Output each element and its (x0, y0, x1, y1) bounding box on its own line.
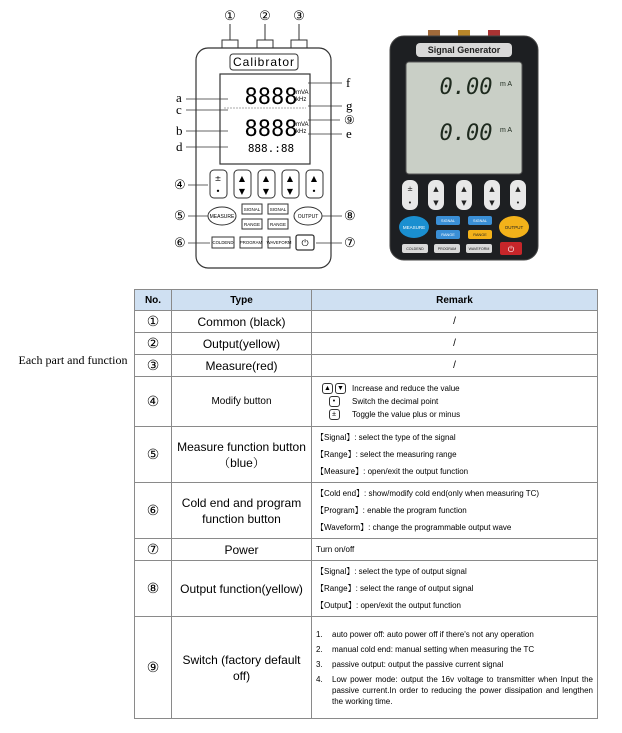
plus-minus-icon: ± (329, 409, 340, 420)
lcd-unit-bottom2: kHz (296, 129, 307, 135)
row-type: Output function(yellow) (172, 561, 312, 617)
svg-text:▲: ▲ (461, 185, 467, 193)
row-remark: Turn on/off (312, 539, 598, 561)
row-type: Output(yellow) (172, 333, 312, 355)
svg-text:SIGNAL: SIGNAL (269, 207, 287, 212)
power-icon: ⏻ (301, 239, 309, 249)
device-brand: Calibrator (232, 55, 296, 69)
svg-text:SIGNAL: SIGNAL (441, 219, 455, 223)
svg-text:▼: ▼ (461, 199, 467, 207)
svg-text:▼: ▼ (262, 187, 270, 196)
row-no: ① (135, 311, 172, 333)
row-type: Common (black) (172, 311, 312, 333)
row-type: Measure function button（blue） (172, 427, 312, 483)
row-remark: 【Cold end】: show/modify cold end(only when measuring TC) 【Program】: enable the program function 【Waveform】: change the programmable output wave (312, 483, 598, 539)
down-arrow-icon: ▼ (335, 383, 346, 394)
svg-text:▼: ▼ (286, 187, 294, 196)
table-row (135, 561, 598, 617)
row-no: ⑦ (135, 539, 172, 561)
callout-b: b (176, 123, 183, 138)
table-row (135, 333, 598, 355)
row-no: ⑤ (135, 427, 172, 483)
header-type: Type (172, 290, 312, 311)
row-remark: 【Signal】: select the type of the signal 【Range】: select the measuring range 【Measure】: open/exit the output function (312, 427, 598, 483)
svg-text:PROGRAM: PROGRAM (437, 247, 457, 251)
svg-text:SIGNAL: SIGNAL (473, 219, 487, 223)
row-remark: / (312, 311, 598, 333)
row-remark: 【Signal】: select the type of output signal 【Range】: select the range of output signal 【Output】: open/exit the output function (312, 561, 598, 617)
callout-f: f (346, 75, 351, 90)
signal-generator-photo (388, 30, 540, 262)
svg-text:•: • (215, 187, 221, 196)
table-row (135, 483, 598, 539)
callout-measure-fn: ⑤ (174, 208, 186, 223)
svg-text:MEASURE: MEASURE (209, 214, 235, 220)
row-no: ⑧ (135, 561, 172, 617)
row-remark: / (312, 355, 598, 377)
row-no: ④ (135, 377, 172, 427)
svg-text:RANGE: RANGE (473, 233, 487, 237)
svg-text:▲: ▲ (433, 185, 439, 193)
section-caption: Each part and function (18, 353, 128, 367)
callout-power: ⑦ (344, 235, 356, 250)
row-remark: / (312, 333, 598, 355)
svg-text:▲: ▲ (286, 174, 294, 183)
svg-text:▲: ▲ (310, 174, 318, 183)
svg-text:RANGE: RANGE (243, 222, 261, 227)
lcd-small-digits: 888.:88 (247, 142, 295, 155)
callout-c: c (176, 102, 182, 117)
table-header-row (135, 290, 598, 311)
svg-text:OUTPUT: OUTPUT (297, 214, 319, 220)
port-common (222, 40, 238, 48)
row-no: ⑨ (135, 617, 172, 719)
table-row (135, 539, 598, 561)
svg-text:▼: ▼ (238, 187, 246, 196)
svg-text:COLDEND: COLDEND (212, 240, 234, 245)
up-arrow-icon: ▲ (322, 383, 333, 394)
svg-text:•: • (407, 199, 413, 207)
header-no: No. (135, 290, 172, 311)
row-type: Switch (factory default off) (172, 617, 312, 719)
row-type: Cold end and program function button (172, 483, 312, 539)
photo-display-bottom: 0.00 (439, 121, 493, 146)
svg-text:±: ± (214, 174, 222, 183)
svg-text:±: ± (407, 185, 413, 193)
callout-coldend-fn: ⑥ (174, 235, 186, 250)
callout-modify: ④ (174, 177, 186, 192)
row-remark: 1. auto power off: auto power off if there's not any operation 2. manual cold end: manual setting when measuring the TC 3. passive output: output the passive current signal 4. Low power mode: output the 16v voltage to transmitter when Input the passive current.In order to reducing the power dissipation and lengthen the working time. (312, 617, 598, 719)
port-label-output: ② (259, 8, 271, 23)
decimal-point-icon: • (329, 396, 340, 407)
port-label-common: ① (224, 8, 236, 23)
port-measure (291, 40, 307, 48)
callout-a: a (176, 90, 182, 105)
svg-text:⏻: ⏻ (507, 245, 515, 254)
svg-text:•: • (311, 187, 317, 196)
callout-e: e (346, 126, 352, 141)
lcd-unit-top2: kHz (296, 97, 307, 103)
callout-output-fn: ⑧ (344, 208, 356, 223)
table-row (135, 355, 598, 377)
callout-d: d (176, 139, 183, 154)
svg-text:MEASURE: MEASURE (402, 225, 426, 230)
photo-display-top: 0.00 (439, 75, 493, 100)
port-label-measure: ③ (293, 8, 305, 23)
svg-text:COLDEND: COLDEND (406, 247, 424, 251)
lcd-digits-bottom: 8888 (244, 117, 298, 142)
svg-text:PROGRAM: PROGRAM (239, 240, 263, 245)
svg-text:OUTPUT: OUTPUT (504, 225, 524, 230)
svg-text:•: • (515, 199, 521, 207)
svg-text:m A: m A (500, 81, 513, 88)
svg-text:RANGE: RANGE (441, 233, 455, 237)
svg-text:m A: m A (500, 127, 513, 134)
row-type: Measure(red) (172, 355, 312, 377)
svg-text:WAVEFORM: WAVEFORM (468, 247, 490, 251)
row-no: ② (135, 333, 172, 355)
svg-text:▲: ▲ (489, 185, 495, 193)
callout-switch: ⑨ (344, 113, 355, 127)
row-no: ③ (135, 355, 172, 377)
svg-text:RANGE: RANGE (269, 222, 287, 227)
callout-g: g (346, 98, 353, 113)
row-remark: ▲ ▼ Increase and reduce the value • Switch the decimal point ± Toggle the value plus or minus (312, 377, 598, 427)
photo-brand: Signal Generator (427, 45, 501, 55)
svg-text:WAVEFORM: WAVEFORM (266, 240, 292, 245)
port-output (257, 40, 273, 48)
svg-text:SIGNAL: SIGNAL (243, 207, 261, 212)
lcd-unit-bottom: mVA (296, 122, 309, 128)
header-remark: Remark (312, 290, 598, 311)
svg-text:▼: ▼ (489, 199, 495, 207)
calibrator-line-drawing (168, 4, 378, 274)
lcd-digits-top: 8888 (244, 85, 298, 110)
row-type: Power (172, 539, 312, 561)
row-no: ⑥ (135, 483, 172, 539)
table-row (135, 377, 598, 427)
svg-text:▲: ▲ (515, 185, 521, 193)
table-row (135, 311, 598, 333)
svg-text:▲: ▲ (238, 174, 246, 183)
svg-text:▼: ▼ (433, 199, 439, 207)
table-row (135, 427, 598, 483)
parts-function-table (134, 289, 598, 719)
row-type: Modify button (172, 377, 312, 427)
table-row (135, 617, 598, 719)
lcd-unit-top: mVA (296, 90, 309, 96)
svg-text:▲: ▲ (262, 174, 270, 183)
